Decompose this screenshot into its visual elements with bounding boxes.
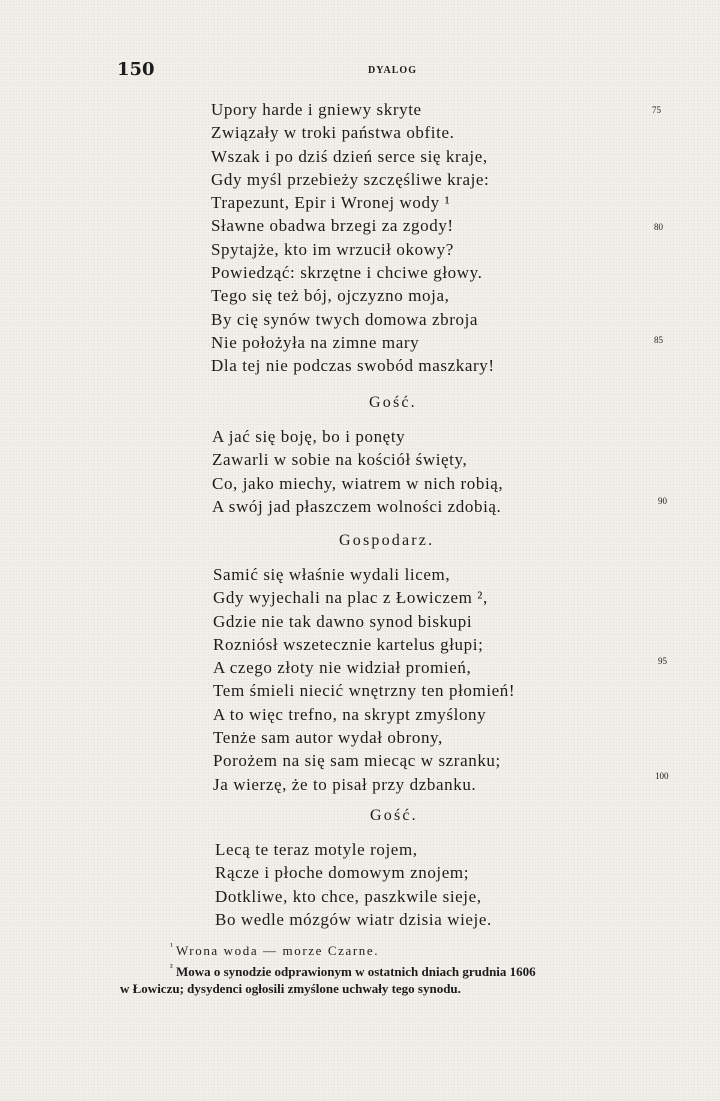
footnote-2-continued: w Łowiczu; dysydenci ogłosili zmyślone uchwały tego synodu. [120, 981, 461, 996]
verse-line: Tenże sam autor wydał obrony, [213, 728, 443, 748]
verse-line: Tem śmieli niecić wnętrzny ten płomień! [213, 681, 516, 701]
speaker-heading: Gospodarz. [339, 532, 435, 549]
verse-line: Tego się też bój, ojczyzno moja, [211, 286, 450, 306]
verse-line: A jać się boję, bo i ponęty [212, 427, 406, 446]
verse-line: Trapezunt, Epir i Wronej wody ¹ [211, 193, 451, 213]
verse-line: Bo wedle mózgów wiatr dzisia wieje. [215, 909, 492, 929]
line-number-85: 85 [654, 335, 663, 345]
verse-line: Gdzie nie tak dawno synod biskupi [213, 611, 473, 631]
verse-line: Gdy myśl przebieży szczęśliwe kraje: [211, 169, 490, 189]
verse-line: Samić się właśnie wydali licem, [213, 565, 451, 584]
verse-block-1 [211, 98, 495, 378]
verse-line: By cię synów twych domowa zbroja [211, 309, 479, 329]
footnote-1 [118, 938, 678, 959]
verse-line: Co, jako miechy, wiatrem w nich robią, [212, 473, 504, 493]
verse-line: A to więc trefno, na skrypt zmyślony [213, 704, 487, 724]
verse-line: Związały w troki państwa obfite. [211, 123, 455, 143]
verse-line: Rozniósł wszetecznie kartelus głupi; [213, 634, 484, 654]
line-number-80: 80 [654, 222, 663, 232]
verse-line: Sławne obadwa brzegi za zgody! [211, 216, 454, 236]
speaker-heading: Gość. [370, 807, 418, 824]
verse-line: Zawarli w sobie na kościół święty, [212, 450, 468, 470]
verse-block-2 [212, 425, 503, 518]
footnote-mark: ² [170, 962, 173, 972]
footnote-2 [118, 959, 678, 980]
verse-line: Powiedząć: skrzętne i chciwe głowy. [211, 263, 483, 283]
verse-line: A swój jad płaszczem wolności zdobią. [212, 496, 502, 516]
line-number-95: 95 [658, 656, 667, 666]
verse-line: Dla tej nie podczas swobód maszkary! [211, 356, 495, 376]
verse-block-3 [213, 563, 515, 796]
verse-line: Nie położyła na zimne mary [211, 332, 420, 352]
footnote-text: Mowa o synodzie odprawionym w ostatnich dniach grudnia 1606 [175, 964, 536, 979]
verse-line: Wszak i po dziś dzień serce się kraje, [211, 146, 488, 166]
line-number-100: 100 [655, 771, 669, 781]
verse-line: Upory harde i gniewy skryte [211, 100, 422, 119]
footnotes [118, 938, 678, 997]
line-number-90: 90 [658, 496, 667, 506]
verse-line: Dotkliwe, kto chce, paszkwile sieje, [215, 886, 482, 906]
line-number-75: 75 [652, 105, 661, 115]
verse-line: A czego złoty nie widział promień, [213, 658, 472, 678]
verse-line: Gdy wyjechali na plac z Łowiczem ², [213, 588, 488, 608]
verse-line: Spytajże, kto im wrzucił okowy? [211, 239, 454, 259]
verse-line: Rącze i płoche domowym znojem; [215, 863, 470, 883]
verse-block-4 [215, 838, 492, 931]
running-head: DYALOG [368, 65, 417, 76]
verse-line: Ja wierzę, że to pisał przy dzbanku. [213, 774, 477, 794]
footnote-mark: ¹ [170, 941, 173, 951]
verse-line: Porożem na się sam miecąc w szranku; [213, 751, 501, 771]
speaker-heading: Gość. [369, 394, 417, 411]
verse-line: Lecą te teraz motyle rojem, [215, 840, 418, 859]
footnote-text: Wrona woda — morze Czarne. [175, 943, 380, 958]
page-number: 150 [117, 59, 155, 80]
